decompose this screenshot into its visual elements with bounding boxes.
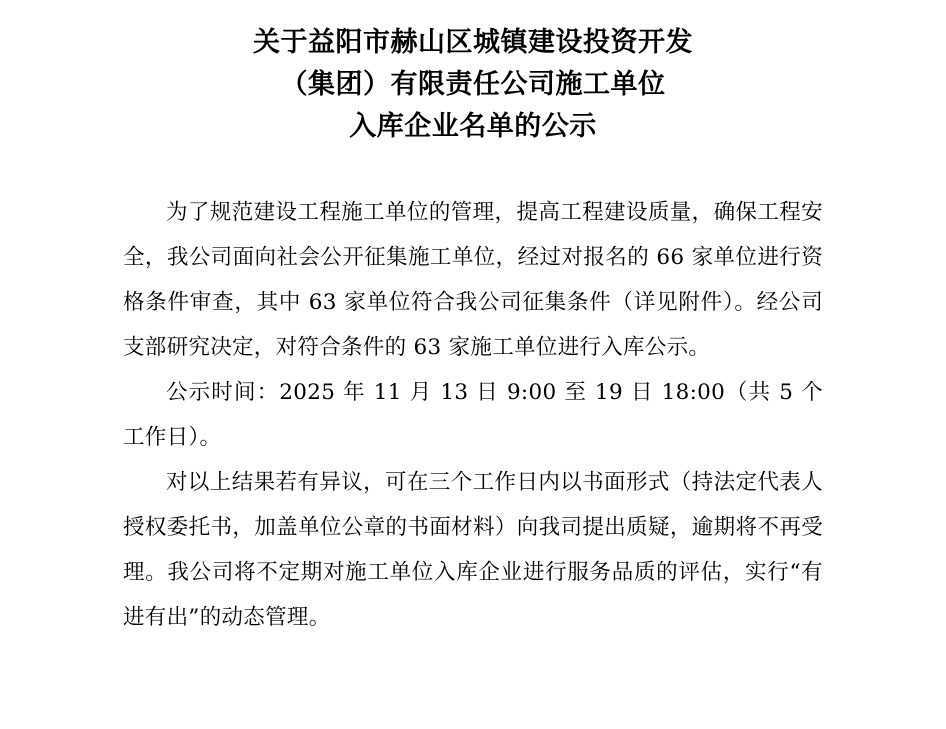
paragraph-2: 公示时间：2025 年 11 月 13 日 9:00 至 19 日 18:00（共 5 个工作日）。 bbox=[123, 380, 823, 450]
title-line-3: 入库企业名单的公示 bbox=[349, 111, 597, 142]
title-line-2: （集团）有限责任公司施工单位 bbox=[280, 69, 666, 100]
paragraph-1: 为了规范建设工程施工单位的管理，提高工程建设质量，确保工程安全，我公司面向社会公开征集施工单位，经过对报名的 66 家单位进行资格条件审查，其中 63 家单位符合我公司征集条件（详见附件）。经公司支部研究决定，对符合条件的 63 家施工单位进行入库公示。 bbox=[123, 200, 823, 360]
page-title bbox=[0, 0, 946, 148]
title-line-1: 关于益阳市赫山区城镇建设投资开发 bbox=[253, 27, 693, 58]
document-body bbox=[123, 148, 823, 640]
paragraph-3: 对以上结果若有异议，可在三个工作日内以书面形式（持法定代表人授权委托书，加盖单位公章的书面材料）向我司提出质疑，逾期将不再受理。我公司将不定期对施工单位入库企业进行服务品质的评估，实行“有进有出”的动态管理。 bbox=[123, 470, 823, 630]
